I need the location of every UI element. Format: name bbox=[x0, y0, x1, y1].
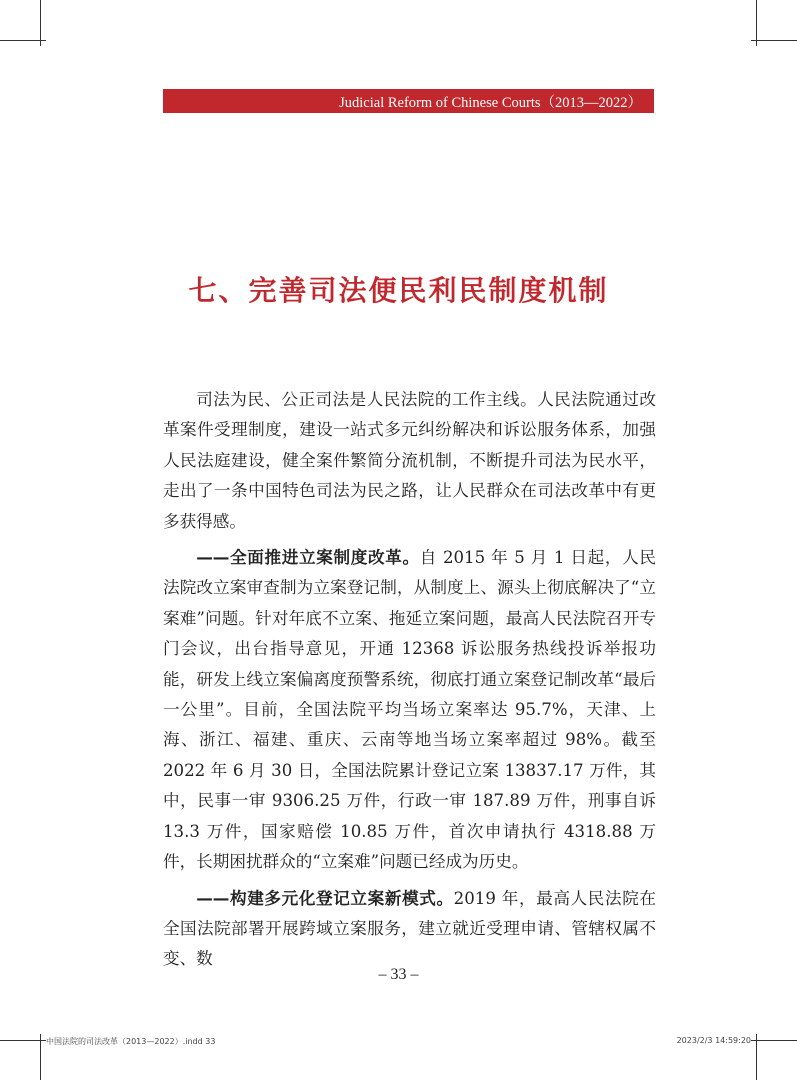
body-text bbox=[163, 385, 656, 981]
footer-timestamp: 2023/2/3 14:59:20 bbox=[676, 1036, 751, 1045]
page-number: – 33 – bbox=[378, 966, 419, 983]
paragraph bbox=[163, 884, 656, 975]
paragraph-text: 自 2015 年 5 月 1 日起，人民法院改立案审查制为立案登记制，从制度上、源头上彻底解决了“立案难”问题。针对年底不立案、拖延立案问题，最高人民法院召开专门会议，出台指导意见，开通 12368 诉讼服务热线投诉举报功能，研发上线立案偏离度预警系统，彻底打通立案登记制改革“最后一公里”。目前，全国法院平均当场立案率达 95.7%，天津、上海、浙江、福建、重庆、云南等地当场立案率超过 98%。截至 2022 年 6 月 30 日，全国法院累计登记立案 13837.17 万件，其中，民事一审 9306.25 万件，行政一审 187.89 万件，刑事自诉 13.3 万件，国家赔偿 10.85 万件，首次申请执行 4318.88 万件，长期困扰群众的“立案难”问题已经成为历史。 bbox=[163, 548, 657, 872]
footer-file-info: 中国法院的司法改革（2013—2022）.indd 33 bbox=[46, 1037, 216, 1046]
running-header-title: Judicial Reform of Chinese Courts（2013—2022） bbox=[339, 94, 642, 111]
crop-mark-bottom-left-h bbox=[0, 1040, 46, 1041]
crop-mark-top-right-h bbox=[751, 40, 797, 41]
paragraph bbox=[163, 543, 656, 877]
section-title: 七、完善司法便民利民制度机制 bbox=[188, 273, 609, 307]
paragraph-lead: ——构建多元化登记立案新模式。 bbox=[196, 888, 454, 908]
crop-mark-bottom-right-h bbox=[751, 1040, 797, 1041]
paragraph-lead: ——全面推进立案制度改革。 bbox=[196, 548, 420, 568]
paragraph-text: 2019 年，最高人民法院在全国法院部署开展跨域立案服务，建立就近受理申请、管辖权属不变、数 bbox=[163, 888, 657, 969]
paragraph-text: 司法为民、公正司法是人民法院的工作主线。人民法院通过改革案件受理制度，建设一站式多元纠纷解决和诉讼服务体系，加强人民法庭建设，健全案件繁简分流机制，不断提升司法为民水平，走出了一条中国特色司法为民之路，让人民群众在司法改革中有更多获得感。 bbox=[163, 390, 656, 531]
running-header bbox=[163, 89, 654, 113]
crop-mark-top-left-h bbox=[0, 40, 46, 41]
paragraph bbox=[163, 385, 656, 537]
